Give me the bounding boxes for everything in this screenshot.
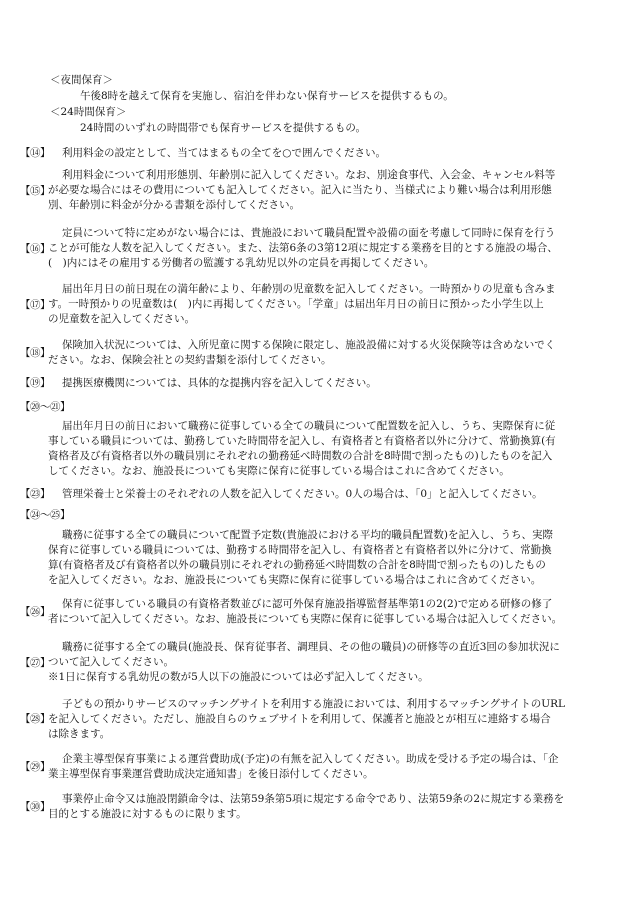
item-27-line-1: 職務に従事する全ての職員(施設長、保育従事者、調理員、その他の職員)の研修等の直近3回の参加状況に — [62, 641, 560, 653]
item-27-line-2: ついて記入してください。 — [48, 656, 174, 668]
item-15-line-3: 別、年齢別に料金が分かる書類を添付してください。 — [48, 199, 300, 211]
item-27-line-3: ※1日に保育する乳幼児の数が5人以下の施設については必ず記入してください。 — [48, 671, 429, 683]
item-text-20-21 — [48, 419, 556, 479]
item-text-16 — [48, 226, 558, 271]
item-label-18: 【⑱】 — [20, 347, 50, 359]
night-care-text: 午後8時を越えて保育を実施し、宿泊を伴わない保育サービスを提供するもの。 — [80, 90, 454, 102]
item-text-23 — [62, 487, 543, 502]
item-17-line-2: す。一時預かりの児童数は( )内に再掲してください。「学童」は届出年月日の前日に預かった小学生以上 — [48, 298, 544, 310]
item-label-30: 【㉚】 — [20, 801, 50, 813]
item-label-26: 【㉖】 — [20, 606, 50, 618]
item-18-line-1: 保険加入状況については、入所児童に関する保険に限定し、施設設備に対する火災保険等は含めないでく — [62, 339, 556, 351]
item-20-21-line-1: 届出年月日の前日において職務に従事している全ての職員について配置数を記入し、うち、実際保育に従 — [62, 420, 556, 432]
item-text-30 — [48, 792, 564, 822]
item-23-line-1: 管理栄養士と栄養士のそれぞれの人数を記入してください。0人の場合は、「0」と記入してください。 — [62, 488, 543, 500]
item-text-17 — [48, 282, 556, 327]
item-17-line-1: 届出年月日の前日現在の満年齢により、年齢別の児童数を記入してください。一時預かりの児童も含みま — [62, 283, 556, 295]
item-16-line-2: ことが可能な人数を記入してください。また、法第6条の3第12項に規定する業務を目的とする施設の場合、 — [48, 242, 558, 254]
item-text-19 — [62, 376, 377, 391]
24h-care-text: 24時間のいずれの時間帯でも保育サービスを提供するもの。 — [80, 122, 366, 134]
item-label-19: 【⑲】 — [20, 377, 50, 389]
item-28-line-2: を記入してください。ただし、施設自らのウェブサイトを利用して、保護者と施設とが相互に連絡する場合 — [48, 713, 551, 725]
item-20-21-line-2: 事している職員については、勤務していた時間帯を記入し、有資格者と有資格者以外に分けて、常勤換算(有 — [48, 435, 556, 447]
item-24-25-line-4: を記入してください。なお、施設長についても実際に保育に従事している場合はこれに含めてください。 — [48, 574, 542, 586]
item-15-line-2: が必要な場合にはその費用についても記入してください。記入に当たり、当様式により難い場合は利用形態 — [48, 184, 552, 196]
item-text-28 — [48, 697, 565, 742]
item-24-25-line-3: 算(有資格者及び有資格者以外の職員別にそれぞれの勤務延べ時間数の合計を8時間で割ったもの)したもの — [48, 559, 546, 571]
item-label-15: 【⑮】 — [20, 185, 50, 197]
item-label-24-25: 【㉔～㉕】 — [20, 509, 70, 521]
item-text-27 — [48, 640, 560, 685]
item-30-line-1: 事業停止命令又は施設閉鎖命令は、法第59条第5項に規定する命令であり、法第59条の2に規定する業務を — [62, 793, 565, 805]
item-26-line-2: 者について記入してください。なお、施設長についても実際に保育に従事している場合は記入してください。 — [48, 613, 563, 625]
item-28-line-3: は除きます。 — [48, 728, 111, 740]
item-text-24-25 — [48, 528, 553, 588]
item-30-line-2: 目的とする施設に対するものに限ります。 — [48, 808, 247, 820]
item-16-line-3: ( )内にはその雇用する労働者の監護する乳幼児以外の定員を再掲してください。 — [48, 257, 435, 269]
item-text-18 — [48, 338, 555, 368]
item-label-28: 【㉘】 — [20, 713, 50, 725]
item-24-25-line-2: 保育に従事している職員については、勤務する時間帯を記入し、有資格者と有資格者以外に分けて、常勤換 — [48, 544, 552, 556]
item-label-17: 【⑰】 — [20, 299, 50, 311]
night-care-heading: ＜夜間保育＞ — [50, 74, 113, 86]
item-label-27: 【㉗】 — [20, 657, 50, 669]
item-28-line-1: 子どもの預かりサービスのマッチングサイトを利用する施設においては、利用するマッチングサイトのURL — [62, 698, 565, 710]
item-29-line-1: 企業主導型保育事業による運営費助成(予定)の有無を記入してください。助成を受ける予定の場合は、「企 — [62, 753, 559, 765]
item-text-29 — [48, 752, 558, 782]
item-20-21-line-4: してください。なお、施設長についても実際に保育に従事している場合はこれに含めてください。 — [48, 465, 510, 477]
item-text-14 — [62, 146, 386, 161]
item-label-20-21: 【⑳～㉑】 — [20, 401, 70, 413]
item-15-line-1: 利用料金について利用形態別、年齢別に記入してください。なお、別途食事代、入会金、キャンセル料等 — [62, 169, 556, 181]
item-19-line-1: 提携医療機関については、具体的な提携内容を記入してください。 — [62, 377, 377, 389]
item-14-line-1: 利用料金の設定として、当てはまるもの全てを○で囲んでください。 — [62, 147, 386, 159]
item-label-23: 【㉓】 — [20, 488, 50, 500]
item-26-line-1: 保育に従事している職員の有資格者数並びに認可外保育施設指導監督基準第1の2(2)で定める研修の修了 — [62, 598, 553, 610]
item-20-21-line-3: 資格者及び有資格者以外の職員別にそれぞれの勤務延べ時間数の合計を8時間で割ったもの)したものを記入 — [48, 450, 553, 462]
item-text-15 — [48, 168, 555, 213]
item-18-line-2: ださい。なお、保険会社との契約書類を添付してください。 — [48, 354, 332, 366]
item-label-16: 【⑯】 — [20, 243, 50, 255]
item-label-14: 【⑭】 — [20, 147, 50, 159]
item-24-25-line-1: 職務に従事する全ての職員について配置予定数(貴施設における平均的職員配置数)を記入し、うち、実際 — [62, 529, 553, 541]
item-29-line-2: 業主導型保育事業運営費助成決定通知書」を後日添付してください。 — [48, 768, 374, 780]
item-16-line-1: 定員について特に定めがない場合には、貴施設において職員配置や設備の面を考慮して同時に保育を行う — [62, 227, 556, 239]
item-label-29: 【㉙】 — [20, 761, 50, 773]
item-text-26 — [48, 597, 562, 627]
item-17-line-3: の児童数を記入してください。 — [48, 313, 195, 325]
24h-care-heading: ＜24時間保育＞ — [50, 106, 127, 118]
